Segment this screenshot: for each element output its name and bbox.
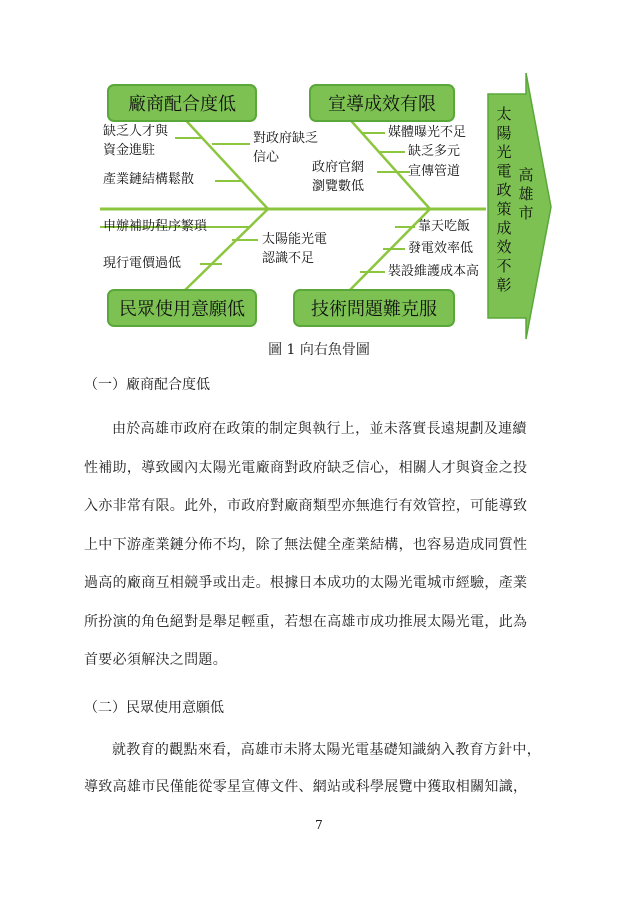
cause-label: 產業鏈結構鬆散 [103,172,195,187]
cause-label: 缺乏人才與 [103,124,169,139]
cause-label: 對政府缺乏 [253,131,319,146]
cause-label: 媒體曝光不足 [388,125,467,140]
cause-label: 瀏覽數低 [312,179,365,194]
cause-label: 資金進駐 [103,143,156,158]
body-line: 就教育的觀點來看，高雄市未將太陽光電基礎知識納入教育方針中， [112,742,541,758]
body-line: 過高的廠商互相競爭或出走。根據日本成功的太陽光電城市經驗，產業 [84,575,528,591]
body-line: 性補助，導致國內太陽光電廠商對政府缺乏信心，相關人才與資金之投 [84,460,528,476]
cause-label: 發電效率低 [408,241,474,256]
body-line: 導致高雄市民僅能從零星宣傳文件、網站或科學展覽中獲取相關知識， [84,779,528,795]
cause-label: 裝設維護成本高 [388,264,480,279]
body-line: 所扮演的角色絕對是舉足輕重，若想在高雄市成功推展太陽光電，此為 [84,614,528,630]
category-top-right: 宣導成效有限 [309,84,455,122]
cause-label: 太陽能光電 [262,232,328,247]
cause-label: 申辦補助程序繁瑣 [103,219,208,234]
result-location-label: 高雄市 [518,166,534,222]
cause-label: 政府官網 [312,160,365,175]
cause-label: 認識不足 [262,251,315,266]
category-bottom-left: 民眾使用意願低 [107,289,257,327]
body-line: 上中下游產業鏈分佈不均，除了無法健全產業結構，也容易造成同質性 [84,537,528,553]
category-bottom-right: 技術問題難克服 [293,289,455,327]
body-line: 由於高雄市政府在政策的制定與執行上，並未落實長遠規劃及連續 [112,421,527,437]
cause-label: 信心 [253,150,280,165]
body-line: 首要必須解決之問題。 [84,652,227,668]
cause-label: 現行電價過低 [103,256,182,271]
section-heading: （一）廠商配合度低 [84,377,210,393]
fishbone-diagram [0,0,638,340]
cause-label: 宣傳管道 [408,164,461,179]
result-label: 太陽光電政策成效不彰 [496,105,512,294]
body-line: 入亦非常有限。此外，市政府對廠商類型亦無進行有效管控，可能導致 [84,498,528,514]
cause-label: 缺乏多元 [408,144,461,159]
figure-caption: 圖 1 向右魚骨圖 [268,342,370,358]
cause-label: 靠天吃飯 [418,219,471,234]
page-number: 7 [315,818,323,832]
category-top-left: 廠商配合度低 [107,84,257,122]
section-heading: （二）民眾使用意願低 [84,700,224,716]
